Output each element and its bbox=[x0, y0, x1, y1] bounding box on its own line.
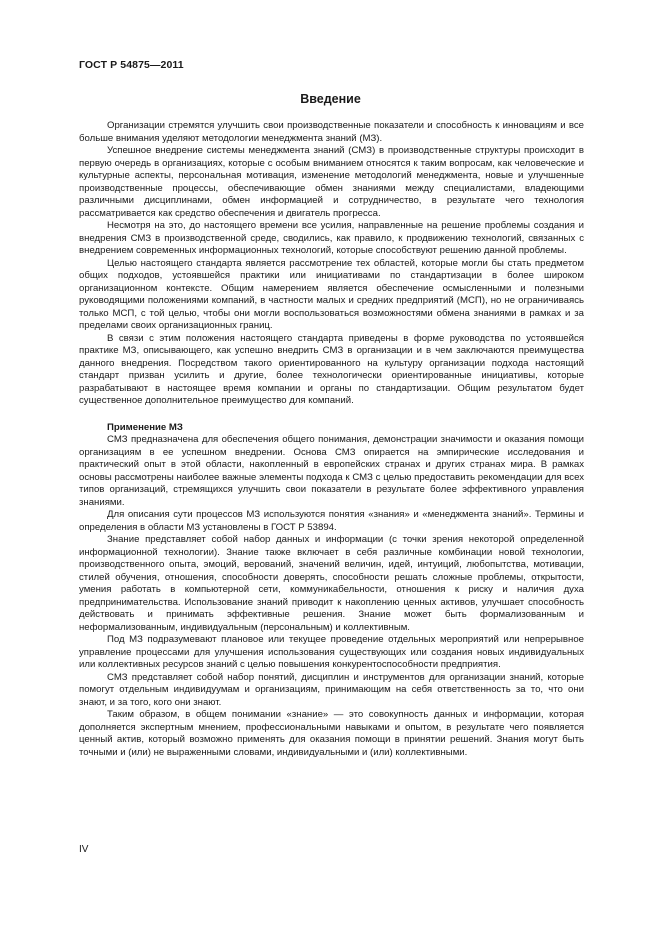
paragraph: СМЗ представляет собой набор понятий, дисциплин и инструментов для организации знаний, которые помогут отдельным индивидуумам и организациям, принимающим на себя ответственность за то, что они знают, и за того, кого они знают. bbox=[79, 671, 584, 708]
paragraph: В связи с этим положения настоящего стандарта приведены в форме руководства по устоявшейся практике МЗ, описывающего, как успешно внедрить СМЗ в организации и в чем заключаются преимущества данного внедрения. Посредством такого ориентированного на культуру организации подхода настоящий стандарт призван усилить и другие, более технологически ориентированные инициативы, которые разрабатывают в настоящее время компании и органы по стандартизации. Общим результатом будет существенное дополнительное преимущество для компаний. bbox=[79, 332, 584, 406]
paragraph: Успешное внедрение системы менеджмента знаний (СМЗ) в производственные структуры происходит в первую очередь в организациях, которые с особым вниманием относятся к таким вопросам, как человеческие и культурные аспекты, персональная мотивация, изменение методологий менеджмента, новые и улучшенные производственные процессы, обеспечивающие обмен знаниями между специалистами, владеющими различными дисциплинами, обмен информацией и сотрудничество, в результате чего технология рассматривается как средство обеспечения и двигатель прогресса. bbox=[79, 145, 584, 219]
subsection-heading: Применение МЗ bbox=[107, 421, 183, 433]
paragraph: Для описания сути процессов МЗ используются понятия «знания» и «менеджмента знаний». Термины и определения в области МЗ установлены в ГОСТ Р 53894. bbox=[79, 509, 584, 533]
paragraph: Таким образом, в общем понимании «знание» — это совокупность данных и информации, которая дополняется экспертным мнением, профессиональными навыками и опытом, в результате чего появляется ценный актив, который возможно применять для оказания помощи в принятии решений. Знания могут быть точными и (или) не выраженными словами, индивидуальными и (или) коллективными. bbox=[79, 709, 584, 758]
paragraph: Целью настоящего стандарта является рассмотрение тех областей, которые могли бы стать предметом общих подходов, устоявшейся практики или инициативами по стандартизации в более широком организационном контексте. Общим намерением является обеспечение осмысленными и полезными руководящими положениями компаний, в частности малых и средних предприятий (МСП), но не ограничиваясь только МСП, с той целью, чтобы они могли воспользоваться возможностями обмена знаниями в рамках и за пределами своих организационных границ. bbox=[79, 257, 584, 331]
paragraph: Организации стремятся улучшить свои производственные показатели и способность к инновациям и все больше внимания уделяют методологии менеджмента знаний (МЗ). bbox=[79, 120, 584, 144]
paragraph: СМЗ предназначена для обеспечения общего понимания, демонстрации значимости и оказания помощи организациям в ее успешном внедрении. Основа СМЗ опирается на эмпирические исследования и практический опыт в этой области, накопленный в европейских странах и других странах мира. В рамках основы рассмотрены наиболее важные элементы подхода к СМЗ с целью предоставить рекомендации для всех типов организаций, стремящихся улучшить свои показатели в результате более эффективного управления знаниями. bbox=[79, 434, 584, 508]
document-body bbox=[79, 120, 584, 759]
paragraph: Под МЗ подразумевают плановое или текущее проведение отдельных мероприятий или непрерывное управление процессами для улучшения использования существующих или создания новых индивидуальных или коллективных ресурсов знаний с целью повышения конкурентоспособности предприятия. bbox=[79, 634, 584, 670]
standard-header: ГОСТ Р 54875—2011 bbox=[79, 59, 184, 71]
page-number: IV bbox=[79, 844, 89, 855]
paragraph: Несмотря на это, до настоящего времени все усилия, направленные на решение проблемы создания и внедрения СМЗ в производственной среде, сводились, как правило, к продвижению технологий, связанных с внедрением современных информационных технологий, которые способствуют решению данной проблемы. bbox=[79, 220, 584, 256]
section-title: Введение bbox=[300, 92, 361, 106]
paragraph: Знание представляет собой набор данных и информации (с точки зрения некоторой определенной информационной технологии). Знание также включает в себя различные комбинации новой технологии, производственного опыта, эмоций, верований, значений величин, идей, интуиций, любопытства, мотивации, стилей обучения, отношения, способности доверять, способности решать сложные проблемы, открытости, умения работать в компьютерной сети, коммуникабельности, отношения к риску и наличия духа предпринимательства. Использование знаний приводит к накоплению ценных активов, улучшает способность действовать и принимать эффективные решения. Знание может быть формализованным и неформализованным, индивидуальным (персональным) и коллективным. bbox=[79, 534, 584, 633]
